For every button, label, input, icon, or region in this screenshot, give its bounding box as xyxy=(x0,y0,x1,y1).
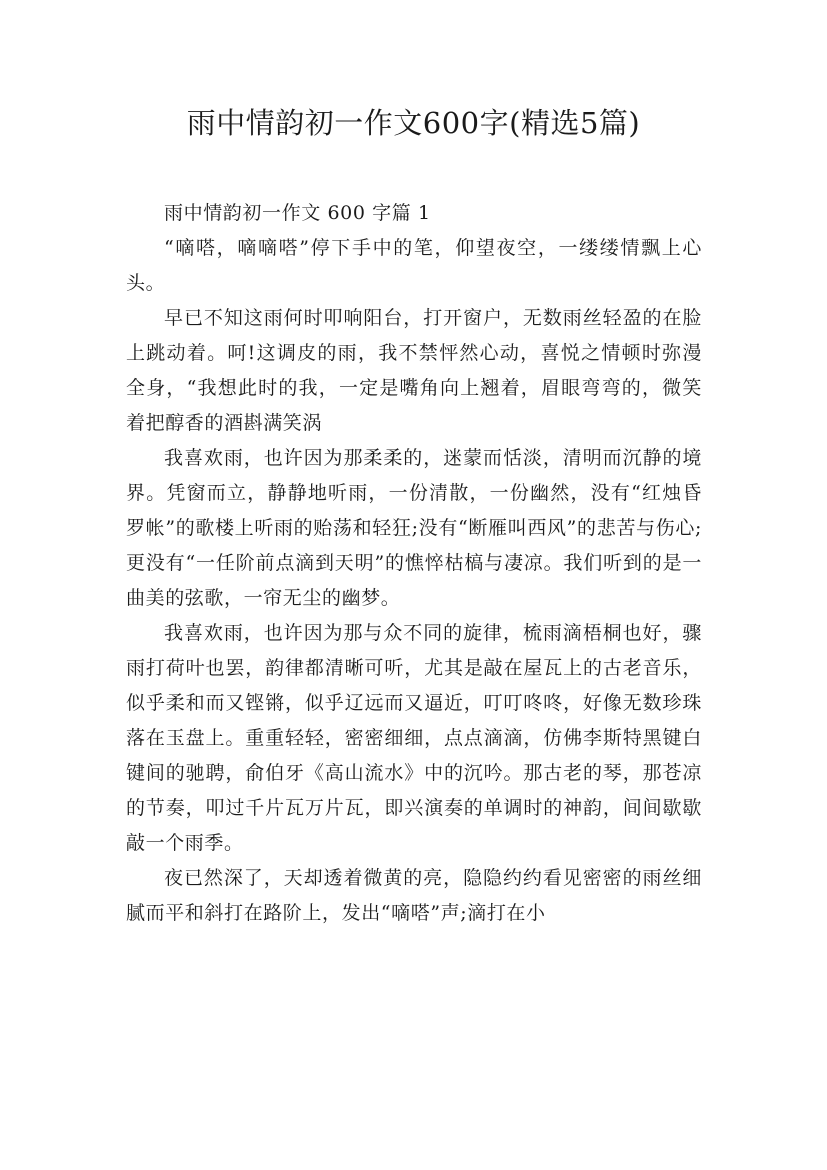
document-body xyxy=(126,196,702,931)
document-title: 雨中情韵初一作文600字(精选5篇) xyxy=(186,106,641,140)
paragraph: “嘀嗒，嘀嘀嗒”停下手中的笔，仰望夜空，一缕缕情飘上心头。 xyxy=(126,237,702,294)
section-heading: 雨中情韵初一作文 600 字篇 1 xyxy=(164,202,431,224)
paragraph: 早已不知这雨何时叩响阳台，打开窗户，无数雨丝轻盈的在脸上跳动着。呵!这调皮的雨，我不禁怦然心动，喜悦之情顿时弥漫全身，“我想此时的我，一定是嘴角向上翘着，眉眼弯弯的，微笑着把醇香的酒斟满笑涡 xyxy=(126,307,702,434)
paragraph: 我喜欢雨，也许因为那与众不同的旋律，梳雨滴梧桐也好，骤雨打荷叶也罢，韵律都清晰可听，尤其是敲在屋瓦上的古老音乐，似乎柔和而又铿锵，似乎辽远而又逼近，叮叮咚咚，好像无数珍珠落在玉盘上。重重轻轻，密密细细，点点滴滴，仿佛李斯特黑键白键间的驰聘，俞伯牙《高山流水》中的沉吟。那古老的琴，那苍凉的节奏，叩过千片瓦万片瓦，即兴演奏的单调时的神韵，间间歇歇敲一个雨季。 xyxy=(126,622,702,854)
paragraph: 夜已然深了，天却透着微黄的亮，隐隐约约看见密密的雨丝细腻而平和斜打在路阶上，发出“嘀嗒”声;滴打在小 xyxy=(126,867,702,924)
paragraph: 我喜欢雨，也许因为那柔柔的，迷蒙而恬淡，清明而沉静的境界。凭窗而立，静静地听雨，一份清散，一份幽然，没有“红烛昏罗帐”的歌楼上听雨的贻荡和轻狂;没有“断雁叫西风”的悲苦与伤心;更没有“一任阶前点滴到天明”的憔悴枯槁与凄凉。我们听到的是一曲美的弦歌，一帘无尘的幽梦。 xyxy=(126,447,702,609)
